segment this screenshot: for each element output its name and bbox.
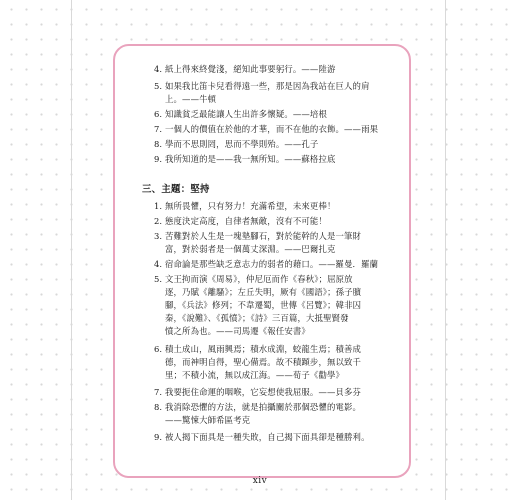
margin-rule-left — [71, 0, 72, 500]
item-text: 被人揭下面具是一種失敗，自己揭下面具卻是種勝利。 — [165, 432, 370, 442]
item-text: 文王拘而演《周易》，仲尼厄而作《春秋》；屈原放 逐，乃賦《離騷》；左丘失明，厥有《國語》；孫子臏 腳，《兵法》修列；不韋遷蜀，世傳《呂覽》；韓非囚 秦，《說難》、《孤憤》；《詩》三百篇，大抵聖賢發 憤之所為也。——司馬遷《報任安書》 — [165, 274, 362, 336]
section-heading: 三、主題：堅持 — [142, 184, 210, 195]
item-text: 學而不思則罔，思而不學則殆。——孔子 — [165, 139, 319, 149]
item-text: 知識貧乏最能讓人生出許多懷疑。——培根 — [165, 109, 327, 119]
item-number: 2. — [154, 216, 162, 226]
item-text: 我所知道的是——我一無所知。——蘇格拉底 — [165, 154, 336, 164]
item-number: 8. — [154, 139, 162, 149]
item-text: 積土成山，風雨興焉；積水成淵，蛟龍生焉；積善成 德，而神明自得，聖心備焉。故不積蹞步，無以致千 里；不積小流，無以成江海。——荀子《勸學》 — [165, 344, 362, 380]
item-number: 5. — [154, 274, 162, 284]
item-number: 9. — [154, 154, 162, 164]
item-number: 6. — [154, 109, 162, 119]
item-number: 1. — [154, 201, 162, 211]
item-text: 我消除恐懼的方法，就是拍攝關於那個恐懼的電影。 ——驚悚大師希區考克 — [165, 402, 362, 425]
item-text: 紙上得來終覺淺，絕知此事要躬行。——陸游 — [165, 64, 336, 74]
item-number: 9. — [154, 432, 162, 442]
item-number: 7. — [154, 124, 162, 134]
item-number: 4. — [154, 64, 162, 74]
item-text: 苦難對於人生是一塊墊腳石，對於能幹的人是一筆財 富，對於弱者是一個萬丈深淵。——巴爾扎克 — [165, 231, 362, 254]
item-text: 態度決定高度，自律者無敵，沒有不可能！ — [165, 216, 327, 226]
item-number: 7. — [154, 387, 162, 397]
item-number: 3. — [154, 231, 162, 241]
item-number: 5. — [154, 81, 162, 91]
item-text: 如果我比笛卡兒看得遠一些，那是因為我站在巨人的肩 上。——牛頓 — [165, 81, 370, 104]
item-text: 我要扼住命運的咽喉，它妄想使我屈服。——貝多芬 — [165, 387, 362, 397]
page-number: xiv — [252, 476, 268, 486]
item-number: 6. — [154, 344, 162, 354]
item-text: 宿命論是那些缺乏意志力的弱者的藉口。——羅曼．羅蘭 — [165, 259, 379, 269]
item-number: 4. — [154, 259, 162, 269]
margin-rule-right — [445, 0, 446, 500]
item-text: 無所畏懼，只有努力！充滿希望，未來更棒！ — [165, 201, 336, 211]
item-text: 一個人的價值在於他的才華，而不在他的衣飾。——雨果 — [165, 124, 379, 134]
item-number: 8. — [154, 402, 162, 412]
